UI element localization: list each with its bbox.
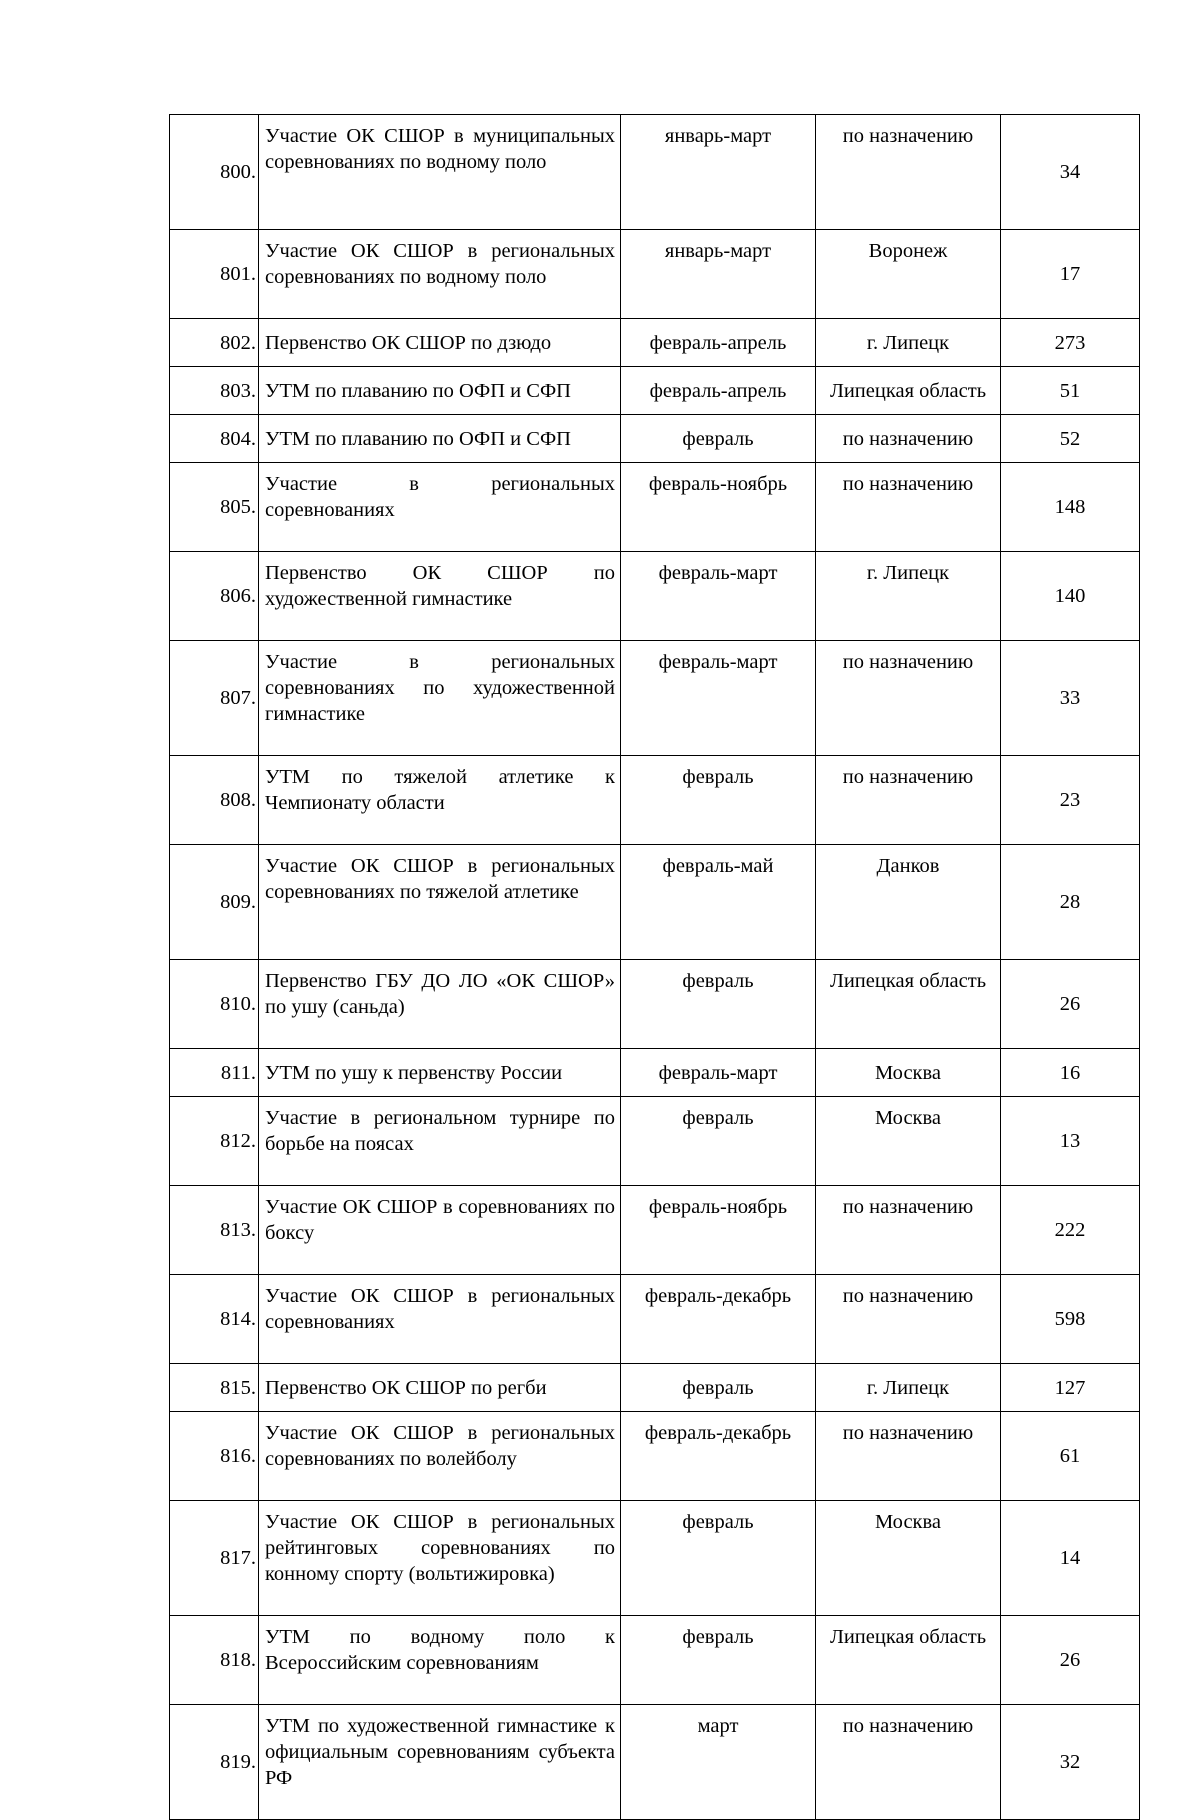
row-number: 819. — [170, 1705, 259, 1820]
participant-count: 17 — [1001, 230, 1140, 319]
table-row — [170, 1049, 1140, 1097]
event-place: Липецкая область — [816, 1616, 1001, 1705]
row-number: 800. — [170, 115, 259, 230]
event-name: Участие ОК СШОР в региональных соревнованиях по волейболу — [259, 1412, 621, 1501]
event-name: Первенство ОК СШОР по дзюдо — [259, 319, 621, 367]
event-place: по назначению — [816, 756, 1001, 845]
participant-count: 26 — [1001, 960, 1140, 1049]
participant-count: 23 — [1001, 756, 1140, 845]
table-row — [170, 845, 1140, 960]
row-number: 818. — [170, 1616, 259, 1705]
event-name: УТМ по плаванию по ОФП и СФП — [259, 415, 621, 463]
event-period: февраль — [621, 1097, 816, 1186]
event-period: январь-март — [621, 115, 816, 230]
table-row — [170, 552, 1140, 641]
participant-count: 33 — [1001, 641, 1140, 756]
event-period: февраль-май — [621, 845, 816, 960]
event-place: по назначению — [816, 641, 1001, 756]
table-row — [170, 1097, 1140, 1186]
row-number: 806. — [170, 552, 259, 641]
participant-count: 273 — [1001, 319, 1140, 367]
table-row — [170, 319, 1140, 367]
event-place: Воронеж — [816, 230, 1001, 319]
row-number: 816. — [170, 1412, 259, 1501]
table-row — [170, 463, 1140, 552]
event-name: Первенство ОК СШОР по регби — [259, 1364, 621, 1412]
table-row — [170, 1186, 1140, 1275]
event-place: по назначению — [816, 115, 1001, 230]
row-number: 808. — [170, 756, 259, 845]
event-period: февраль — [621, 960, 816, 1049]
events-table — [169, 114, 1140, 1820]
event-name: Участие ОК СШОР в муниципальных соревнованиях по водному поло — [259, 115, 621, 230]
event-place: по назначению — [816, 1275, 1001, 1364]
event-place: по назначению — [816, 463, 1001, 552]
table-row — [170, 367, 1140, 415]
row-number: 811. — [170, 1049, 259, 1097]
participant-count: 51 — [1001, 367, 1140, 415]
event-period: февраль-апрель — [621, 367, 816, 415]
table-row — [170, 415, 1140, 463]
row-number: 804. — [170, 415, 259, 463]
table-row — [170, 115, 1140, 230]
table-row — [170, 230, 1140, 319]
participant-count: 148 — [1001, 463, 1140, 552]
event-period: февраль-ноябрь — [621, 463, 816, 552]
participant-count: 16 — [1001, 1049, 1140, 1097]
event-place: Москва — [816, 1501, 1001, 1616]
event-place: по назначению — [816, 1412, 1001, 1501]
row-number: 817. — [170, 1501, 259, 1616]
event-place: г. Липецк — [816, 552, 1001, 641]
table-row — [170, 1705, 1140, 1820]
event-period: февраль-март — [621, 641, 816, 756]
row-number: 805. — [170, 463, 259, 552]
event-name: Участие в региональном турнире по борьбе на поясах — [259, 1097, 621, 1186]
event-place: Липецкая область — [816, 960, 1001, 1049]
event-place: Москва — [816, 1049, 1001, 1097]
row-number: 801. — [170, 230, 259, 319]
event-period: февраль — [621, 415, 816, 463]
row-number: 807. — [170, 641, 259, 756]
event-period: февраль — [621, 756, 816, 845]
event-name: Участие в региональных соревнованиях по художественной гимнастике — [259, 641, 621, 756]
row-number: 810. — [170, 960, 259, 1049]
participant-count: 32 — [1001, 1705, 1140, 1820]
table-row — [170, 1364, 1140, 1412]
participant-count: 13 — [1001, 1097, 1140, 1186]
event-place: г. Липецк — [816, 319, 1001, 367]
table-row — [170, 1275, 1140, 1364]
event-name: Первенство ОК СШОР по художественной гимнастике — [259, 552, 621, 641]
event-period: январь-март — [621, 230, 816, 319]
event-place: Липецкая область — [816, 367, 1001, 415]
event-place: по назначению — [816, 1705, 1001, 1820]
row-number: 813. — [170, 1186, 259, 1275]
events-table-body — [170, 115, 1140, 1820]
participant-count: 34 — [1001, 115, 1140, 230]
table-row — [170, 756, 1140, 845]
participant-count: 61 — [1001, 1412, 1140, 1501]
event-period: февраль-март — [621, 1049, 816, 1097]
event-name: Участие ОК СШОР в региональных рейтинговых соревнованиях по конному спорту (вольтижировка) — [259, 1501, 621, 1616]
participant-count: 26 — [1001, 1616, 1140, 1705]
table-row — [170, 1616, 1140, 1705]
row-number: 809. — [170, 845, 259, 960]
event-period: март — [621, 1705, 816, 1820]
event-period: февраль-декабрь — [621, 1412, 816, 1501]
participant-count: 140 — [1001, 552, 1140, 641]
participant-count: 52 — [1001, 415, 1140, 463]
event-name: Участие в региональных соревнованиях — [259, 463, 621, 552]
event-name: Участие ОК СШОР в соревнованиях по боксу — [259, 1186, 621, 1275]
row-number: 814. — [170, 1275, 259, 1364]
participant-count: 222 — [1001, 1186, 1140, 1275]
row-number: 815. — [170, 1364, 259, 1412]
row-number: 812. — [170, 1097, 259, 1186]
participant-count: 127 — [1001, 1364, 1140, 1412]
event-name: УТМ по художественной гимнастике к официальным соревнованиям субъекта РФ — [259, 1705, 621, 1820]
event-name: УТМ по ушу к первенству России — [259, 1049, 621, 1097]
event-name: Первенство ГБУ ДО ЛО «ОК СШОР» по ушу (саньда) — [259, 960, 621, 1049]
event-place: по назначению — [816, 415, 1001, 463]
event-place: Данков — [816, 845, 1001, 960]
event-name: УТМ по плаванию по ОФП и СФП — [259, 367, 621, 415]
event-place: по назначению — [816, 1186, 1001, 1275]
event-period: февраль — [621, 1501, 816, 1616]
row-number: 803. — [170, 367, 259, 415]
event-period: февраль-ноябрь — [621, 1186, 816, 1275]
event-period: февраль-март — [621, 552, 816, 641]
table-row — [170, 960, 1140, 1049]
event-name: Участие ОК СШОР в региональных соревнованиях — [259, 1275, 621, 1364]
event-name: Участие ОК СШОР в региональных соревнованиях по тяжелой атлетике — [259, 845, 621, 960]
participant-count: 598 — [1001, 1275, 1140, 1364]
participant-count: 14 — [1001, 1501, 1140, 1616]
table-row — [170, 1501, 1140, 1616]
participant-count: 28 — [1001, 845, 1140, 960]
event-place: Москва — [816, 1097, 1001, 1186]
table-row — [170, 1412, 1140, 1501]
table-row — [170, 641, 1140, 756]
event-name: УТМ по тяжелой атлетике к Чемпионату области — [259, 756, 621, 845]
row-number: 802. — [170, 319, 259, 367]
event-name: УТМ по водному поло к Всероссийским соревнованиям — [259, 1616, 621, 1705]
event-period: февраль — [621, 1616, 816, 1705]
event-place: г. Липецк — [816, 1364, 1001, 1412]
event-name: Участие ОК СШОР в региональных соревнованиях по водному поло — [259, 230, 621, 319]
event-period: февраль-апрель — [621, 319, 816, 367]
event-period: февраль — [621, 1364, 816, 1412]
event-period: февраль-декабрь — [621, 1275, 816, 1364]
